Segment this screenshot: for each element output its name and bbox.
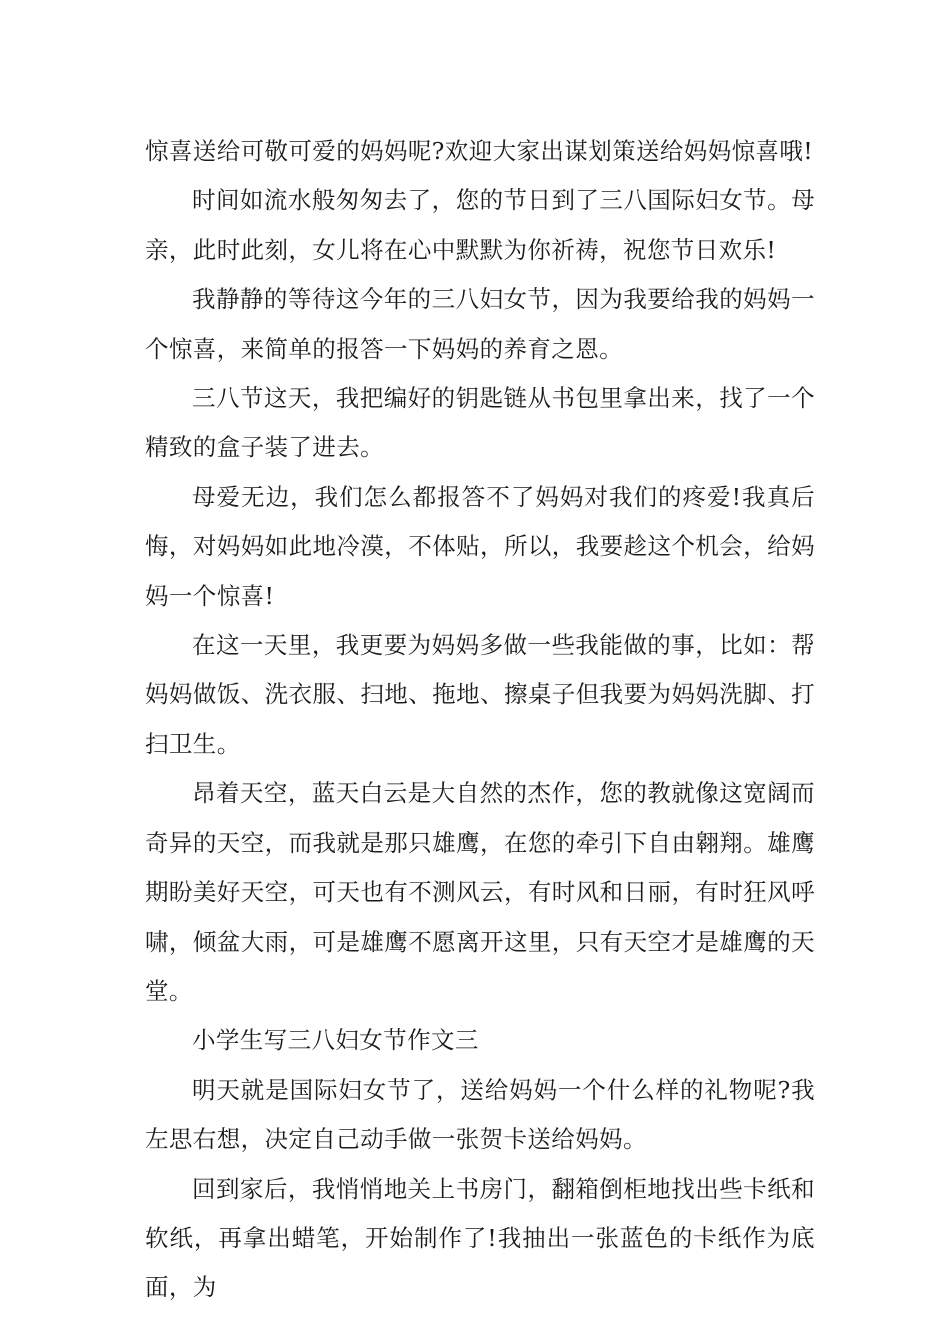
paragraph-5: 母爱无边，我们怎么都报答不了妈妈对我们的疼爱!我真后悔，对妈妈如此地冷漠，不体贴，所以，我要趁这个机会，给妈妈一个惊喜! [145,482,815,610]
paragraph-8: 明天就是国际妇女节了，送给妈妈一个什么样的礼物呢?我左思右想，决定自己动手做一张贺卡送给妈妈。 [145,1075,815,1154]
essay-body [145,127,815,1313]
paragraph-6: 在这一天里，我更要为妈妈多做一些我能做的事，比如：帮妈妈做饭、洗衣服、扫地、拖地、擦桌子但我要为妈妈洗脚、打扫卫生。 [145,631,815,758]
paragraph-7: 昂着天空，蓝天白云是大自然的杰作，您的教就像这宽阔而奇异的天空，而我就是那只雄鹰，在您的牵引下自由翱翔。雄鹰期盼美好天空，可天也有不测风云，有时风和日丽，有时狂风呼啸，倾盆大雨，可是雄鹰不愿离开这里，只有天空才是雄鹰的天堂。 [145,779,815,1005]
paragraph-4: 三八节这天，我把编好的钥匙链从书包里拿出来，找了一个精致的盒子装了进去。 [145,384,815,462]
paragraph-1: 惊喜送给可敬可爱的妈妈呢?欢迎大家出谋划策送给妈妈惊喜哦! [145,137,814,165]
paragraph-3: 我静静的等待这今年的三八妇女节，因为我要给我的妈妈一个惊喜，来简单的报答一下妈妈的养育之恩。 [145,285,815,363]
section-heading: 小学生写三八妇女节作文三 [192,1026,479,1055]
paragraph-9: 回到家后，我悄悄地关上书房门，翻箱倒柜地找出些卡纸和软纸，再拿出蜡笔，开始制作了!我抽出一张蓝色的卡纸作为底面，为 [145,1174,815,1302]
paragraph-2: 时间如流水般匆匆去了，您的节日到了三八国际妇女节。母亲，此时此刻，女儿将在心中默默为你祈祷，祝您节日欢乐! [145,186,815,264]
